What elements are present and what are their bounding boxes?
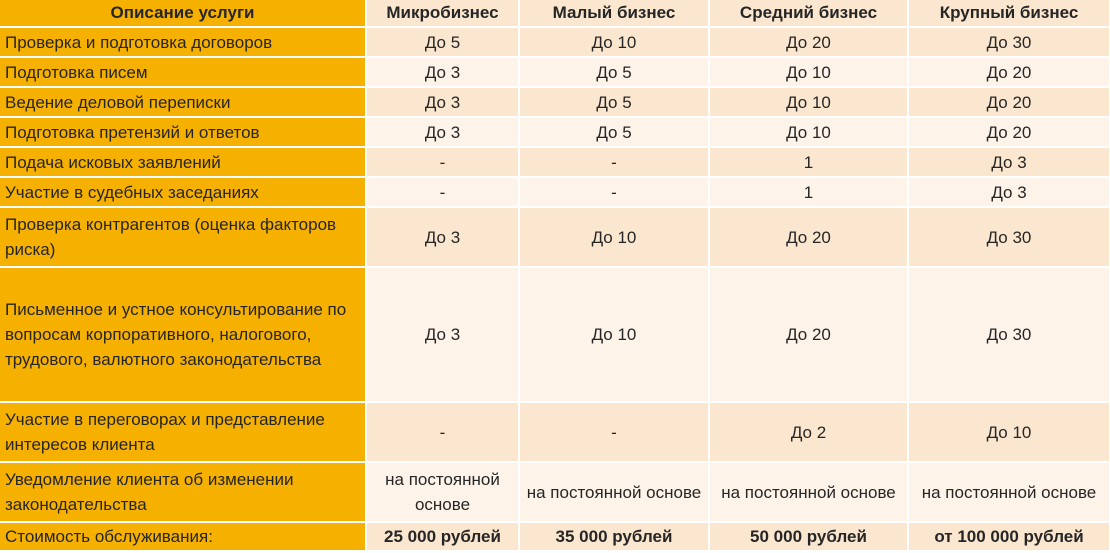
row-label: Письменное и устное консультирование по вопросам корпоративного, налогового, трудового, валютного законодательства bbox=[0, 267, 366, 402]
cell-medium: 1 bbox=[709, 147, 908, 177]
table-row bbox=[0, 402, 1110, 462]
row-label: Участие в переговорах и представление интересов клиента bbox=[0, 402, 366, 462]
header-row bbox=[0, 0, 1110, 27]
header-medium-business: Средний бизнес bbox=[709, 0, 908, 27]
row-label: Подача исковых заявлений bbox=[0, 147, 366, 177]
row-label: Проверка контрагентов (оценка факторов риска) bbox=[0, 207, 366, 267]
cell-small: До 5 bbox=[519, 87, 709, 117]
cell-micro: на постоянной основе bbox=[366, 462, 519, 522]
cell-micro: До 3 bbox=[366, 117, 519, 147]
cell-large: До 30 bbox=[908, 207, 1110, 267]
row-label: Участие в судебных заседаниях bbox=[0, 177, 366, 207]
cell-medium: До 10 bbox=[709, 57, 908, 87]
table-row bbox=[0, 267, 1110, 402]
table-row bbox=[0, 147, 1110, 177]
cell-small: До 5 bbox=[519, 117, 709, 147]
table-row bbox=[0, 117, 1110, 147]
cell-medium: на постоянной основе bbox=[709, 462, 908, 522]
cell-medium: До 20 bbox=[709, 27, 908, 57]
cell-small: 35 000 рублей bbox=[519, 522, 709, 551]
row-label: Подготовка претензий и ответов bbox=[0, 117, 366, 147]
header-large-business: Крупный бизнес bbox=[908, 0, 1110, 27]
cell-large: До 30 bbox=[908, 267, 1110, 402]
cell-micro: До 5 bbox=[366, 27, 519, 57]
row-label: Стоимость обслуживания: bbox=[0, 522, 366, 551]
cell-small: До 10 bbox=[519, 207, 709, 267]
table-row bbox=[0, 462, 1110, 522]
cell-micro: До 3 bbox=[366, 207, 519, 267]
cell-micro: - bbox=[366, 402, 519, 462]
cell-medium: 50 000 рублей bbox=[709, 522, 908, 551]
cell-micro: До 3 bbox=[366, 87, 519, 117]
row-label: Уведомление клиента об изменении законодательства bbox=[0, 462, 366, 522]
cell-small: на постоянной основе bbox=[519, 462, 709, 522]
cell-large: До 20 bbox=[908, 57, 1110, 87]
cell-small: - bbox=[519, 402, 709, 462]
row-label: Ведение деловой переписки bbox=[0, 87, 366, 117]
cell-large: от 100 000 рублей bbox=[908, 522, 1110, 551]
cell-large: До 10 bbox=[908, 402, 1110, 462]
table-row bbox=[0, 57, 1110, 87]
table-row bbox=[0, 87, 1110, 117]
cell-medium: 1 bbox=[709, 177, 908, 207]
cell-medium: До 2 bbox=[709, 402, 908, 462]
cell-micro: - bbox=[366, 147, 519, 177]
cell-small: До 5 bbox=[519, 57, 709, 87]
cell-large: До 20 bbox=[908, 87, 1110, 117]
cell-medium: До 10 bbox=[709, 87, 908, 117]
cell-small: - bbox=[519, 177, 709, 207]
table-row bbox=[0, 207, 1110, 267]
cell-micro: 25 000 рублей bbox=[366, 522, 519, 551]
cell-large: До 3 bbox=[908, 147, 1110, 177]
cell-medium: До 20 bbox=[709, 207, 908, 267]
cell-large: До 30 bbox=[908, 27, 1110, 57]
cell-small: До 10 bbox=[519, 267, 709, 402]
table-row-total bbox=[0, 522, 1110, 551]
row-label: Проверка и подготовка договоров bbox=[0, 27, 366, 57]
cell-large: До 20 bbox=[908, 117, 1110, 147]
cell-large: До 3 bbox=[908, 177, 1110, 207]
cell-medium: До 10 bbox=[709, 117, 908, 147]
cell-micro: До 3 bbox=[366, 267, 519, 402]
header-service-description: Описание услуги bbox=[0, 0, 366, 27]
cell-medium: До 20 bbox=[709, 267, 908, 402]
cell-micro: - bbox=[366, 177, 519, 207]
table-row bbox=[0, 27, 1110, 57]
cell-large: на постоянной основе bbox=[908, 462, 1110, 522]
table-row bbox=[0, 177, 1110, 207]
header-micro-business: Микробизнес bbox=[366, 0, 519, 27]
cell-small: До 10 bbox=[519, 27, 709, 57]
cell-micro: До 3 bbox=[366, 57, 519, 87]
header-small-business: Малый бизнес bbox=[519, 0, 709, 27]
cell-small: - bbox=[519, 147, 709, 177]
row-label: Подготовка писем bbox=[0, 57, 366, 87]
